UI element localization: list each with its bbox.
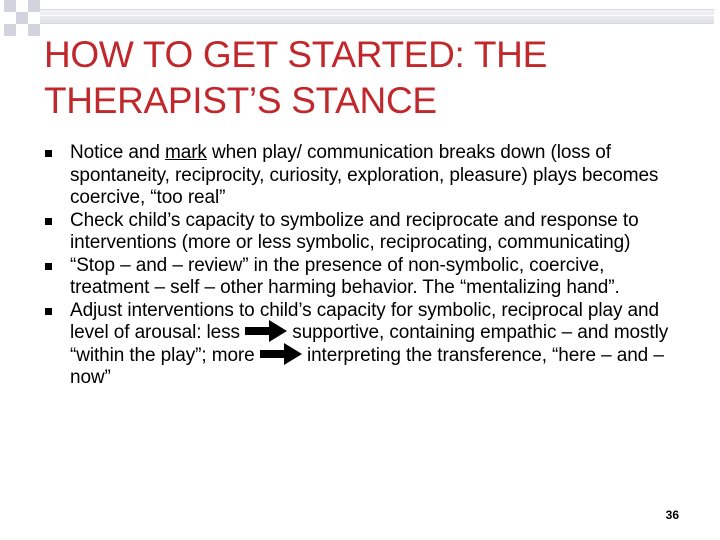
slide-title-line-1: HOW TO GET STARTED: THE xyxy=(44,34,547,75)
bullet-text: supportive, containing empathic – and mostly “within the play”; more xyxy=(70,322,674,366)
square-bullet-icon xyxy=(45,308,52,315)
bullet-text: Check child’s capacity to symbolize and reciprocate and response to interventions (more or less symbolic, reciprocating, communicating) xyxy=(70,209,644,253)
header-rule xyxy=(40,9,714,24)
bullet-item xyxy=(44,210,684,255)
bullet-text: Notice and xyxy=(70,142,166,163)
slide-title xyxy=(44,32,684,124)
bullet-text: interpreting the transference, “here – and – now” xyxy=(70,344,669,388)
bullet-item xyxy=(44,300,684,390)
square-bullet-icon xyxy=(45,150,52,157)
square-bullet-icon xyxy=(45,218,52,225)
bullet-text: when play/ communication breaks down (loss of spontaneity, reciprocity, curiosity, exploration, pleasure) plays becomes coercive, “too real” xyxy=(70,142,664,208)
bullet-item xyxy=(44,142,684,210)
page-number: 36 xyxy=(665,508,679,522)
bullet-item xyxy=(44,255,684,300)
bullet-text: Adjust interventions to child’s capacity for symbolic, reciprocal play and level of arousal: less xyxy=(70,299,665,343)
bullet-list xyxy=(44,142,684,390)
right-arrow-icon xyxy=(260,343,302,365)
bullet-text: “Stop – and – review” in the presence of non-symbolic, coercive, treatment – self – other harming behavior. The “mentalizing hand”. xyxy=(70,254,620,298)
square-bullet-icon xyxy=(45,263,52,270)
right-arrow-icon xyxy=(245,320,287,342)
underlined-text: mark xyxy=(165,142,207,163)
slide-title-line-2: THERAPIST’S STANCE xyxy=(44,80,437,121)
